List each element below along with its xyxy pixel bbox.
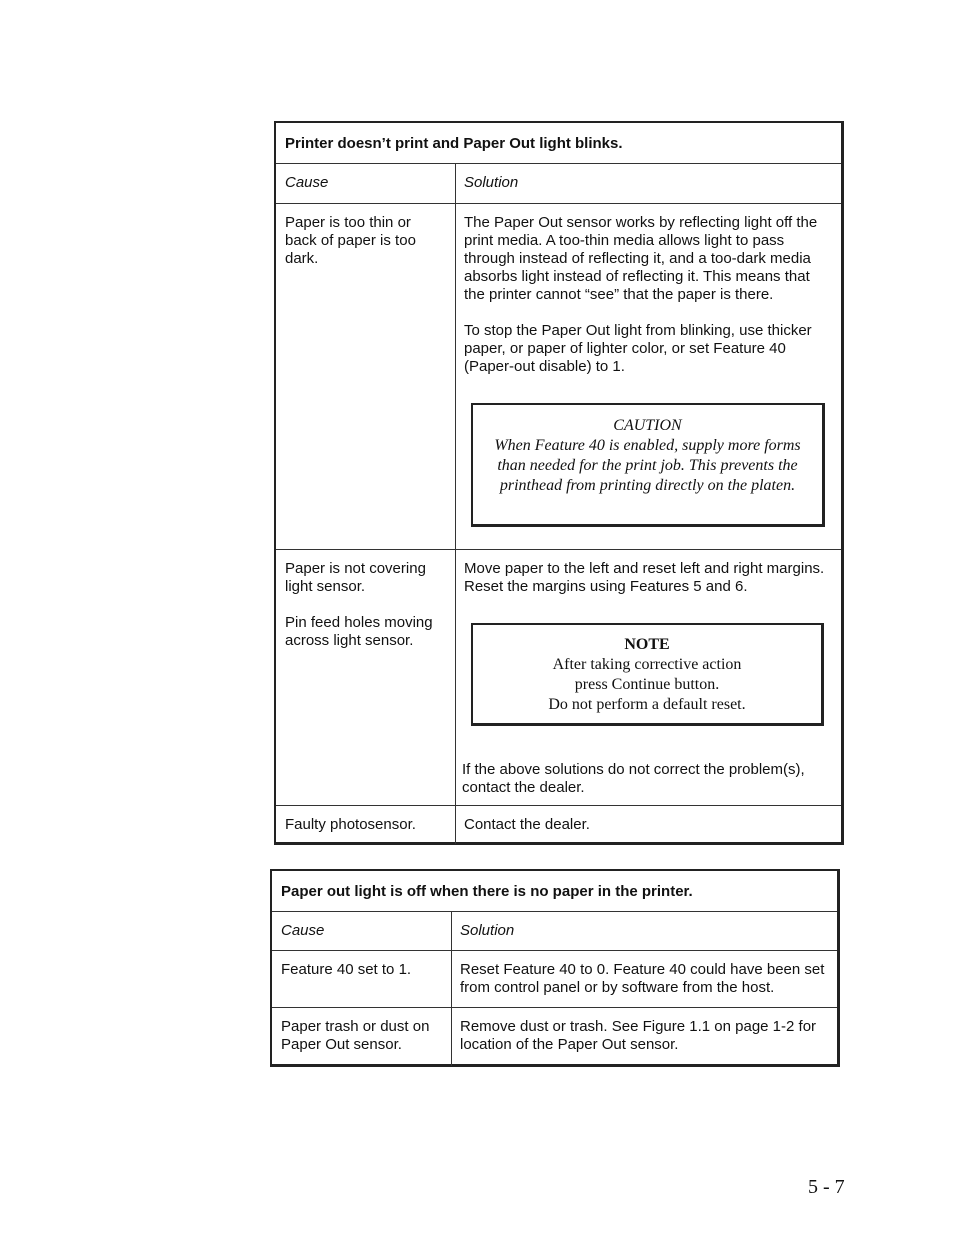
table-title-row — [272, 871, 837, 912]
cause-header: Cause — [272, 912, 452, 950]
caution-title: CAUTION — [613, 417, 682, 434]
solution-cell: Reset Feature 40 to 0. Feature 40 could have been set from control panel or by software from the host. — [460, 961, 825, 996]
solution-paragraph: To stop the Paper Out light from blinking, use thicker paper, or paper of lighter color, or set Feature 40 (Paper-out disable) to 1. — [464, 322, 812, 375]
note-title: NOTE — [624, 636, 670, 653]
solution-cell — [456, 204, 841, 549]
solution-cell — [456, 550, 841, 805]
cause-cell: Faulty photosensor. — [276, 806, 456, 844]
table-row — [272, 1008, 837, 1066]
note-line: press Continue button. — [574, 676, 720, 693]
note-line: Do not perform a default reset. — [548, 696, 746, 713]
caution-text: When Feature 40 is enabled, supply more forms than needed for the print job. This prevents the printhead from printing directly on the platen. — [494, 437, 801, 494]
cause-cell: Feature 40 set to 1. — [272, 951, 452, 1007]
note-line: After taking corrective action — [552, 656, 742, 673]
table-row — [276, 550, 841, 806]
cause-paragraph: Paper is not covering light sensor. — [285, 560, 426, 595]
cause-paragraph: Pin feed holes moving across light sensor. — [285, 614, 433, 649]
table-row — [276, 806, 841, 844]
cause-cell: Paper trash or dust on Paper Out sensor. — [272, 1008, 452, 1066]
table-header-row — [272, 912, 837, 951]
solution-header: Solution — [464, 174, 519, 191]
table-title: Paper out light is off when there is no paper in the printer. — [281, 883, 693, 900]
table-paper-out-light-off — [270, 869, 840, 1067]
note-box — [471, 623, 824, 726]
cause-header: Cause — [276, 164, 456, 203]
caution-box — [471, 403, 825, 527]
table-title-row — [276, 123, 841, 164]
solution-cell: Contact the dealer. — [464, 816, 590, 833]
solution-paragraph: If the above solutions do not correct the problem(s), contact the dealer. — [462, 761, 805, 796]
cause-cell: Paper is too thin or back of paper is too dark. — [276, 204, 456, 549]
solution-header: Solution — [460, 922, 515, 939]
solution-cell: Remove dust or trash. See Figure 1.1 on page 1-2 for location of the Paper Out sensor. — [460, 1018, 817, 1053]
solution-paragraph: Move paper to the left and reset left and right margins. Reset the margins using Features 5 and 6. — [464, 560, 825, 595]
table-row — [272, 951, 837, 1008]
table-printer-doesnt-print — [274, 121, 844, 845]
cause-cell — [276, 550, 456, 805]
table-title: Printer doesn’t print and Paper Out light blinks. — [285, 135, 623, 152]
table-header-row — [276, 164, 841, 204]
solution-paragraph: The Paper Out sensor works by reflecting light off the print media. A too-thin media allows light to pass through instead of reflecting it, and a too-dark media absorbs light instead of reflecting it. This means that the printer cannot “see” that the paper is there. — [464, 214, 818, 303]
page-number: 5 - 7 — [808, 1176, 845, 1198]
table-row — [276, 204, 841, 550]
